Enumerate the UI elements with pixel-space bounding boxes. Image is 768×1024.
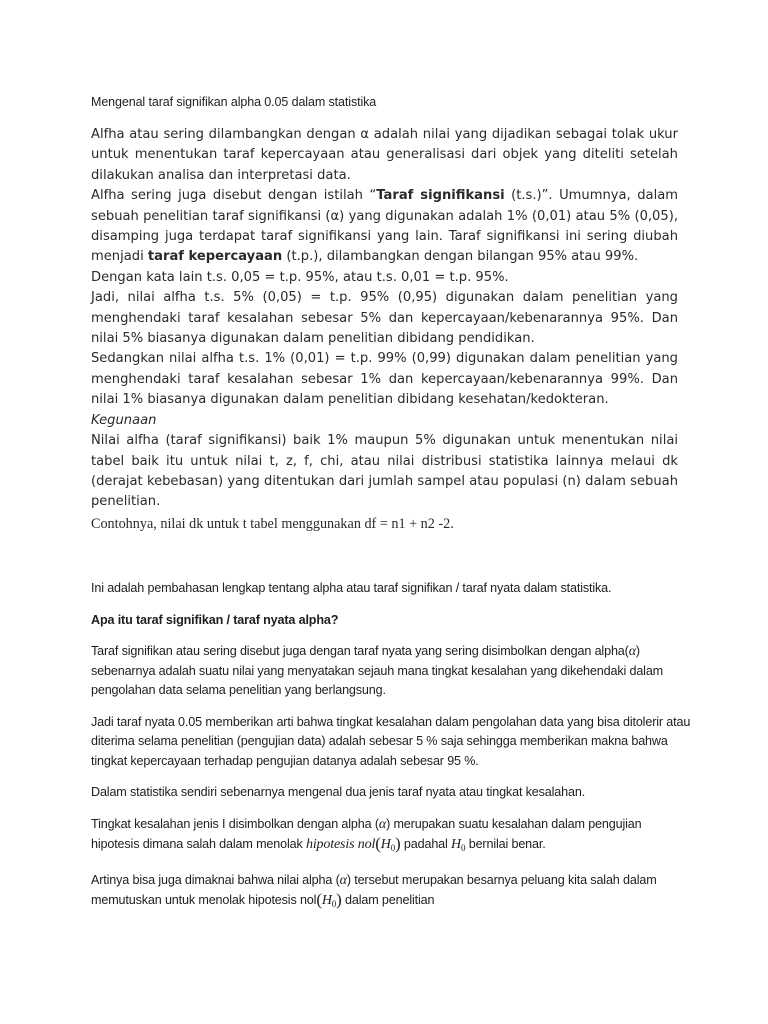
document-title: Mengenal taraf signifikan alpha 0.05 dalam statistika bbox=[91, 95, 377, 109]
alpha-symbol: α bbox=[628, 644, 636, 659]
paragraph-taraf-signifikansi: Alfha sering juga disebut dengan istilah “Taraf signifikansi (t.s.)”. Umumnya, dalam sebuah penelitian taraf signifikansi (α) yang digunakan adalah 1% (0,01) atau 5% (0,05), disamping juga terdapat taraf signifikansi yang lain. Taraf signifikansi ini sering diubah menjadi taraf kepercayaan (t.p.), dilambangkan dengan bilangan 95% atau 99%. bbox=[91, 188, 678, 265]
section-heading: Apa itu taraf signifikan / taraf nyata alpha? bbox=[91, 612, 339, 627]
math-hipotesis-nol: hipotesis nol bbox=[305, 837, 376, 852]
paragraph-example-df: Contohnya, nilai dk untuk t tabel menggunakan df = n1 + n2 -2. bbox=[91, 515, 454, 532]
paragraph-taraf-nyata-005: Jadi taraf nyata 0.05 memberikan arti bahwa tingkat kesalahan dalam pengolahan data yang bisa ditolerir atau diterima selama penelitian (pengujian data) adalah sebesar 5 % saja sehingga memberikan makna bahwa tingkat kepercayaan terhadap pengujian datanya adalah sebesar 95 %. bbox=[91, 714, 691, 768]
term-taraf-signifikansi: Taraf signifikansi bbox=[376, 188, 505, 204]
paragraph-peluang-salah: Artinya bisa juga dimaknai bahwa nilai alpha (α) tersebut merupakan besarnya peluang kita salah dalam memutuskan untuk menolak hipotesis $nol(H_0)$ dalam penelitian bbox=[91, 872, 657, 909]
math-h0: $H_0$ bbox=[451, 837, 466, 853]
math-h0: $H_0$ bbox=[321, 893, 337, 909]
paragraph-dua-jenis: Dalam statistika sendiri sebenarnya mengenal dua jenis taraf nyata atau tingkat kesalahan. bbox=[91, 785, 586, 799]
subheading-kegunaan: Kegunaan bbox=[91, 412, 157, 428]
term-taraf-kepercayaan: taraf kepercayaan bbox=[147, 249, 283, 265]
paragraph-kegunaan: Nilai alfha (taraf signifikansi) baik 1% maupun 5% digunakan untuk menentukan nilai tabel baik itu untuk nilai t, z, f, chi, atau nilai distribusi statistika lainnya melaui dk (derajat kebebasan) yang ditentukan dari jumlah sampel atau populasi (n) dalam sebuah penelitian. bbox=[91, 433, 678, 510]
paragraph-equivalence: Dengan kata lain t.s. 0,05 = t.p. 95%, atau t.s. 0,01 = t.p. 95%. bbox=[91, 269, 509, 285]
paragraph-intro: Ini adalah pembahasan lengkap tentang alpha atau taraf signifikan / taraf nyata dalam statistika. bbox=[91, 581, 612, 595]
alpha-symbol: α bbox=[339, 872, 347, 888]
alpha-symbol: α bbox=[378, 816, 387, 832]
paragraph-five-percent: Jadi, nilai alfha t.s. 5% (0,05) = t.p. 95% (0,95) digunakan dalam penelitian yang menghendaki taraf kesalahan sebesar 5% dan kepercayaan/kebenarannya 95%. Dan nilai 5% biasanya digunakan dalam penelitian dibidang pendidikan. bbox=[91, 290, 678, 347]
math-h0: $H_0$ bbox=[380, 837, 396, 853]
paragraph-one-percent: Sedangkan nilai alfha t.s. 1% (0,01) = t.p. 99% (0,99) digunakan dalam penelitian yang menghendaki taraf kesalahan sebesar 1% dan kepercayaan/kebenarannya 99%. Dan nilai 1% biasanya digunakan dalam penelitian dibidang kesehatan/kedokteran. bbox=[91, 351, 678, 408]
article-section-alpha bbox=[91, 125, 678, 534]
paragraph-taraf-nyata-definition: Taraf signifikan atau sering disebut juga dengan taraf nyata yang sering disimbolkan dengan alpha(α) sebenarnya adalah suatu nilai yang menyatakan sejauh mana tingkat kesalahan yang dikehendaki dalam pengolahan data selama penelitian yang berlangsung. bbox=[91, 644, 664, 697]
paragraph-kesalahan-jenis-1: Tingkat kesalahan jenis I disimbolkan dengan alpha (α) merupakan suatu kesalahan dalam pengujian hipotesis dimana salah dalam menolak hipotesis $nol(H_0)$ padahal $H_0$ bernilai benar. bbox=[91, 816, 642, 853]
paragraph-definition: Alfha atau sering dilambangkan dengan α adalah nilai yang dijadikan sebagai tolak ukur untuk menentukan taraf kepercayaan atau generalisasi dari objek yang diteliti setelah dilakukan analisa dan interpretasi data. bbox=[91, 127, 678, 183]
article-section-taraf-nyata bbox=[91, 579, 691, 927]
